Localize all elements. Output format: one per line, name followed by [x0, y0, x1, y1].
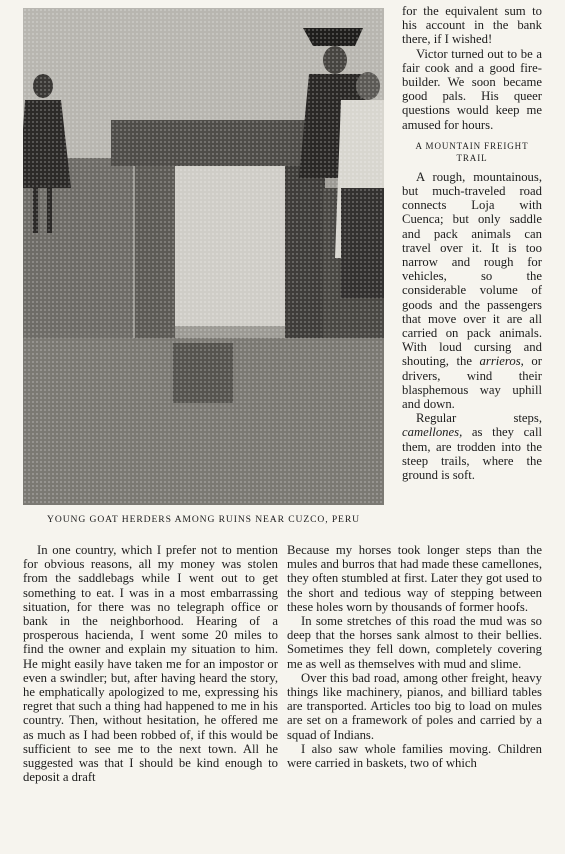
- paragraph-heavy-freight: Over this bad road, among other freight, heavy things like machinery, pianos, and billiard tables are transported. Articles too big to load on mules are set on a framework of poles and carried by a squad of Indians.: [287, 670, 542, 742]
- paragraph-regular-steps: [402, 411, 542, 482]
- paragraph-equivalent-sum: for the equivalent sum to his account in the bank there, if I wished!: [402, 4, 542, 47]
- paragraph-mountain-road: [402, 170, 542, 411]
- right-column: [402, 4, 542, 482]
- italic-arrieros: arrieros,: [479, 354, 524, 369]
- paragraph-horses-stumbled: Because my horses took longer steps than the mules and burros that had made these camellones, they often stumbled at first. Later they got used to the short and tedious way of stepping between these holes worn by thousands of former hoofs.: [287, 543, 542, 614]
- paragraph-victor: Victor turned out to be a fair cook and a good fire-builder. We soon became good pals. His queer questions would keep me amused for hours.: [402, 46, 542, 132]
- italic-camellones: camellones,: [402, 425, 463, 440]
- paragraph-deep-mud: In some stretches of this road the mud was so deep that the horses sank almost to their bellies. Sometimes they fell down, completely covering me as well as themselves with mud and slime.: [287, 614, 542, 671]
- paragraph-families-moving: I also saw whole families moving. Children were carried in baskets, two of which: [287, 741, 542, 771]
- photo-caption: YOUNG GOAT HERDERS AMONG RUINS NEAR CUZCO, PERU: [47, 514, 360, 525]
- paragraph-regular-steps-text-b: as they call them, are trodden into the steep trails, where the ground is soft.: [402, 425, 542, 483]
- left-column: [23, 543, 278, 784]
- paragraph-stolen-money: In one country, which I prefer not to mention for obvious reasons, all my money was stolen from the saddlebags while I went out to get something to eat. I was in a most embarrassing situation, for there was no telegraph office or bank in the neighborhood. Hearing of a prosperous hacienda, I went some 20 miles to find the owner and explain my situation to him. He might easily have taken me for an impostor or even a swindler; but, after having heard the story, he emphatically apologized to me, expressing his regret that such a thing had happened to me in his country. Then, without hesitation, he offered me as much as I had been robbed of, if this would be sufficient to see me to the next town. All he suggested was that I should be kind enough to deposit a draft: [23, 543, 278, 785]
- paragraph-regular-steps-text-a: Regular steps,: [416, 411, 542, 426]
- paragraph-mountain-road-text-b: or drivers, wind their blasphemous way uphill and down.: [402, 354, 542, 412]
- paragraph-mountain-road-text-a: A rough, mountainous, but much-traveled road connects Loja with Cuenca; but only saddle and pack animals can travel over it. It is too narrow and rough for vehicles, so the considerable volume of goods and the passengers that move over it are all carried on pack animals. With loud cursing and shouting, the: [402, 169, 542, 369]
- section-subheading: A MOUNTAIN FREIGHT TRAIL: [415, 140, 529, 163]
- middle-column: [287, 543, 542, 770]
- photo-illustration: [23, 8, 384, 505]
- photograph-goat-herders: [23, 8, 384, 505]
